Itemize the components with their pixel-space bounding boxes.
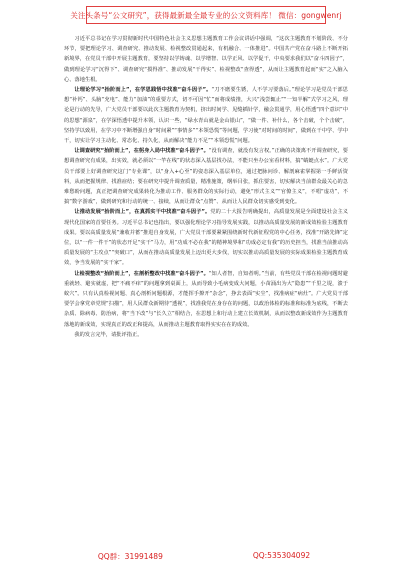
paragraph-intro bbox=[64, 34, 348, 85]
paragraph-lead: 让调查研究“抬阶而上”，在躬身入局中找准“奋斗因子”。 bbox=[74, 148, 209, 155]
promo-banner bbox=[70, 6, 342, 24]
paragraph-lead: 让推动发展“抬阶而上”，在真抓实干中找准“奋斗因子”。 bbox=[74, 209, 211, 216]
paragraph-text: 党的二十大报告明确提出，高质量发展是全面建设社会主义现代化国家的首要任务。习近平总书记也指出，要以强化理论学习指导发展实践，以推动高质量发展的新成效检验主题教育成果。要以高质量发展“兼收并蓄”推进自身发展，广大党员干部要紧紧围绕新时代新征程党的中心任务，找准“开路先锋”定位，以“一件一件干”的状态开足“实干”马力，用“功成不必在我”的精神境界和“功成必定有我”的历史担当，找准当前推动高质量发展的“主攻点”“突破口”，从而在推动高质量发展上迈出更大步伐，切实以推动高质量发展的实际成果检验主题教育成效，争当发展的“实干家”。 bbox=[64, 209, 348, 267]
paragraph-text: 我的发言完毕，请批评指正。 bbox=[74, 331, 143, 338]
paragraph-closing bbox=[64, 330, 348, 340]
paragraph-theory-study bbox=[64, 85, 348, 146]
paragraph-text: 习近平总书记在学习贯彻新时代中国特色社会主义思想主题教育工作会议讲话中强调，“这次主题教育不划阶段、不分环节，要把理论学习、调查研究、推动发展、检视整改贯通起来，有机融合、一体推进”。中国共产党在奋斗路上不断开拓新境界，在党员干部中开展主题教育，要坚持以学铸魂、以学增智、以学正风、以学促干，中央要求我们以“奋斗四因子”，做到理论学习“沉得下”、调查研究“摸得准”、推动发展“干得实”、检视整改“查得透”，从而让主题教育起而“实”之入脑入心、落地生根。 bbox=[64, 36, 348, 83]
paragraph-lead: 让理论学习“抬阶而上”，在学思践悟中找准“奋斗因子”。 bbox=[74, 87, 212, 94]
paragraph-rectification bbox=[64, 269, 348, 330]
footer-qq-group: QQ群：31991489 bbox=[97, 552, 163, 561]
promo-banner-text: 关注头条号“公文研究”，获得最新最全最专业的公文资料库！ 微信：gongwenrj bbox=[70, 10, 342, 20]
paragraph-text: “刀不磨要生锈，人不学习要落后。”理论学习是党员干部思想“补钙”、头脑“充电”、能力“加油”的重要方式，切不可因“忙”而将成绩推，大兴“浅尝辄止”“一知半解”式学习之风，理论是行动的先导，广大党员干部要以此次主题教育为契机，挤出时间学、见缝插针学，融会贯通学，用心悟透“四个意识”中的思想“源泉”，在学深悟透中提升本领，认识一些，“绿水青山就是金山银山”，“做一件、补什么，各个击破，个个击破”，坚持学以致用，在学习中不断增强自身“时间紧”“事情多”“本领恐慌”等问题，学习使“对时间的时间”，做到在干中学、学中干，切实让学习主动化、常态化、持久化，从而解决“能力不足”“本领恐慌”问题。 bbox=[64, 87, 348, 145]
footer-qq-number: QQ:535304092 bbox=[252, 551, 311, 560]
document-body bbox=[64, 34, 348, 534]
paragraph-investigation bbox=[64, 146, 348, 207]
paragraph-text: “没有调查，就没有发言权。”正确的决策离不开调查研究，要想调查研究有成果，出实效，就必须以“一竿在线”的状态深入基层找办法，不能只坐办公室看材料，搞“蜻蜓点水”。广大党员干部要上好调查研究这门“专业课”，以“身入+心至”的姿态深入基层单位，通过把脉问诊、解剖麻雀掌握第一手鲜活资料，从而把握规律、找准症结；要在研究中提升调查质量，精准施策，纲举目张，抓住要害，切实解决当前群众最关心的急难愁盼问题，真正把调查研究成果转化为推动工作、服务群众的实际行动，避免“形式主义”“官僚主义”，不唱“虚功”，不搞“数字游戏”，做到研究和行动的统一、接续，从而让群众“点赞”、从而让人民群众切实感受到变化。 bbox=[64, 148, 348, 206]
paragraph-lead: 让检视整改“抬阶而上”，在剖析整改中找准“奋斗因子”。 bbox=[74, 270, 209, 277]
paragraph-text: “知人者智，自知者明。”当前，有些党员干部在检视问题时避重就轻、避实就虚，把“不痛不痒”的问题拿到桌面上，从而导致小毛病变成大问题，小苗涌出为大“隐患”“千里之堤，溃于蚁穴”。只有认真检视问题、真心剖析问题根源，才能挥手撩开“杂念”，挣去表面“实尘”，找准病症“病灶”。广大党员干部要学会拿党章党规“扫描”，用人民群众新期待“透视”，找准我党在身存在的问题，以政治体检的标准和标准为底线，不断去杂质、除病毒、防治病，将“当下改”与“长久立”相结合，在思想上和行动上建立长效机制，从而以整改新成效作为主题教育落地的新成效，实现真正的改正和提高，从而推动主题教育取得实实在在的成效。 bbox=[64, 270, 348, 328]
footer-contact bbox=[0, 551, 408, 562]
paragraph-development bbox=[64, 207, 348, 268]
